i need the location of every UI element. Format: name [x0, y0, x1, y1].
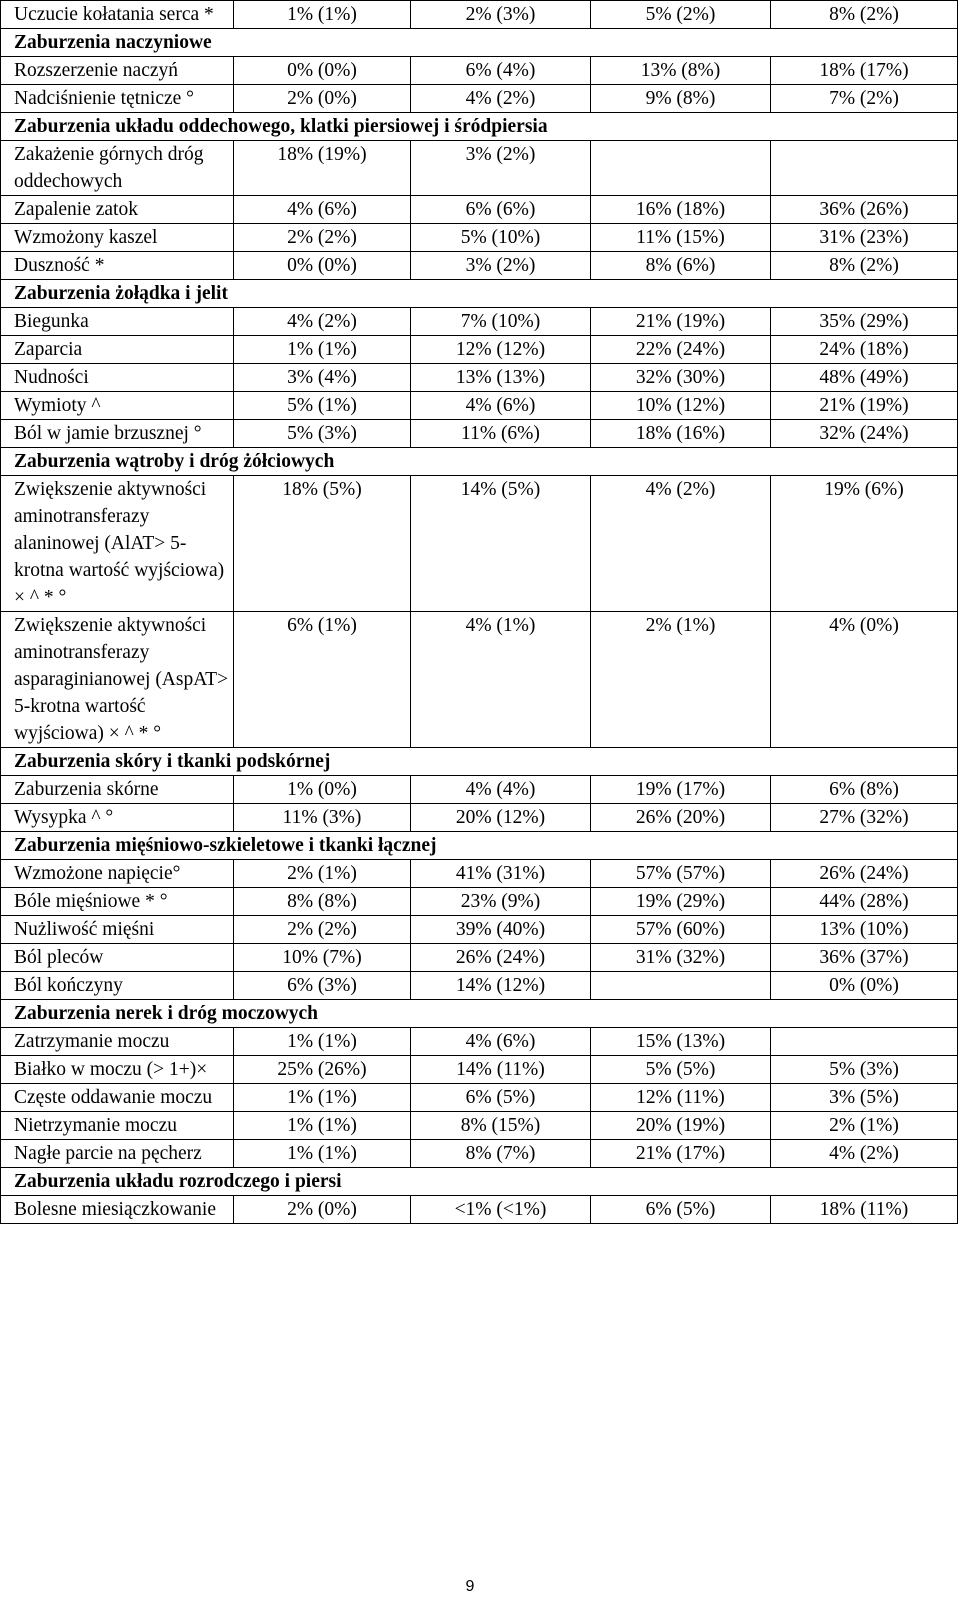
value-cell: 8% (15%) — [411, 1112, 591, 1140]
value-cell: 5% (5%) — [591, 1056, 771, 1084]
value-cell: 20% (19%) — [591, 1112, 771, 1140]
value-cell: 4% (0%) — [771, 612, 958, 748]
table-row — [1, 612, 958, 748]
value-cell: 9% (8%) — [591, 85, 771, 113]
row-label: Nużliwość mięśni — [1, 916, 234, 944]
value-cell: 5% (3%) — [234, 420, 411, 448]
value-cell: 32% (24%) — [771, 420, 958, 448]
value-cell: 23% (9%) — [411, 888, 591, 916]
row-label: Biegunka — [1, 308, 234, 336]
section-header-row — [1, 832, 958, 860]
value-cell: 8% (7%) — [411, 1140, 591, 1168]
value-cell: 11% (15%) — [591, 224, 771, 252]
value-cell: 4% (6%) — [411, 1028, 591, 1056]
value-cell: 41% (31%) — [411, 860, 591, 888]
section-title: Zaburzenia naczyniowe — [1, 29, 958, 57]
value-cell: 8% (8%) — [234, 888, 411, 916]
value-cell: 39% (40%) — [411, 916, 591, 944]
table-row — [1, 1084, 958, 1112]
row-label: Ból pleców — [1, 944, 234, 972]
value-cell: 18% (19%) — [234, 141, 411, 196]
table-body — [1, 1, 958, 1224]
value-cell: 11% (3%) — [234, 804, 411, 832]
row-label: Zakażenie górnych dróg oddechowych — [1, 141, 234, 196]
value-cell: 19% (17%) — [591, 776, 771, 804]
value-cell: 36% (26%) — [771, 196, 958, 224]
row-label: Duszność * — [1, 252, 234, 280]
section-title: Zaburzenia wątroby i dróg żółciowych — [1, 448, 958, 476]
value-cell: 44% (28%) — [771, 888, 958, 916]
table-row — [1, 85, 958, 113]
row-label: Zapalenie zatok — [1, 196, 234, 224]
value-cell: 6% (1%) — [234, 612, 411, 748]
value-cell: 6% (4%) — [411, 57, 591, 85]
value-cell: 2% (0%) — [234, 1196, 411, 1224]
value-cell: 4% (6%) — [411, 392, 591, 420]
value-cell: 4% (1%) — [411, 612, 591, 748]
row-label: Zwiększenie aktywności aminotransferazy alaninowej (AlAT> 5-krotna wartość wyjściowa) × ^ * ° — [1, 476, 234, 612]
value-cell: 5% (10%) — [411, 224, 591, 252]
table-row — [1, 196, 958, 224]
table-row — [1, 1140, 958, 1168]
row-label: Wymioty ^ — [1, 392, 234, 420]
table-row — [1, 916, 958, 944]
value-cell: 13% (10%) — [771, 916, 958, 944]
value-cell: 1% (1%) — [234, 336, 411, 364]
row-label: Zatrzymanie moczu — [1, 1028, 234, 1056]
row-label: Uczucie kołatania serca * — [1, 1, 234, 29]
row-label: Wysypka ^ ° — [1, 804, 234, 832]
value-cell: 14% (11%) — [411, 1056, 591, 1084]
row-label: Zaparcia — [1, 336, 234, 364]
section-header-row — [1, 1168, 958, 1196]
row-label: Wzmożone napięcie° — [1, 860, 234, 888]
value-cell: 4% (2%) — [591, 476, 771, 612]
value-cell: 15% (13%) — [591, 1028, 771, 1056]
value-cell: 4% (2%) — [234, 308, 411, 336]
value-cell: 3% (5%) — [771, 1084, 958, 1112]
table-row — [1, 972, 958, 1000]
table-row — [1, 308, 958, 336]
value-cell: 26% (20%) — [591, 804, 771, 832]
row-label: Zaburzenia skórne — [1, 776, 234, 804]
value-cell — [591, 972, 771, 1000]
value-cell: 5% (1%) — [234, 392, 411, 420]
value-cell: 7% (2%) — [771, 85, 958, 113]
value-cell: 18% (16%) — [591, 420, 771, 448]
value-cell: 13% (8%) — [591, 57, 771, 85]
value-cell: <1% (<1%) — [411, 1196, 591, 1224]
value-cell: 2% (3%) — [411, 1, 591, 29]
value-cell: 12% (12%) — [411, 336, 591, 364]
value-cell: 4% (4%) — [411, 776, 591, 804]
value-cell: 19% (29%) — [591, 888, 771, 916]
table-row — [1, 1112, 958, 1140]
table-row — [1, 476, 958, 612]
section-header-row — [1, 29, 958, 57]
table-row — [1, 1196, 958, 1224]
table-row — [1, 141, 958, 196]
value-cell: 8% (2%) — [771, 252, 958, 280]
value-cell: 2% (1%) — [771, 1112, 958, 1140]
value-cell: 3% (4%) — [234, 364, 411, 392]
value-cell: 18% (11%) — [771, 1196, 958, 1224]
value-cell: 21% (19%) — [771, 392, 958, 420]
value-cell: 1% (1%) — [234, 1140, 411, 1168]
value-cell — [771, 141, 958, 196]
section-title: Zaburzenia skóry i tkanki podskórnej — [1, 748, 958, 776]
value-cell: 26% (24%) — [411, 944, 591, 972]
section-header-row — [1, 748, 958, 776]
value-cell: 0% (0%) — [771, 972, 958, 1000]
section-header-row — [1, 448, 958, 476]
value-cell: 1% (0%) — [234, 776, 411, 804]
table-row — [1, 420, 958, 448]
table-row — [1, 1, 958, 29]
section-title: Zaburzenia układu oddechowego, klatki piersiowej i śródpiersia — [1, 113, 958, 141]
value-cell: 20% (12%) — [411, 804, 591, 832]
value-cell: 6% (3%) — [234, 972, 411, 1000]
row-label: Rozszerzenie naczyń — [1, 57, 234, 85]
value-cell: 1% (1%) — [234, 1028, 411, 1056]
value-cell: 1% (1%) — [234, 1112, 411, 1140]
value-cell: 32% (30%) — [591, 364, 771, 392]
value-cell: 4% (6%) — [234, 196, 411, 224]
value-cell: 2% (2%) — [234, 224, 411, 252]
row-label: Częste oddawanie moczu — [1, 1084, 234, 1112]
value-cell: 57% (57%) — [591, 860, 771, 888]
value-cell: 2% (1%) — [234, 860, 411, 888]
table-row — [1, 860, 958, 888]
value-cell: 31% (23%) — [771, 224, 958, 252]
value-cell: 6% (8%) — [771, 776, 958, 804]
value-cell: 26% (24%) — [771, 860, 958, 888]
value-cell: 1% (1%) — [234, 1084, 411, 1112]
value-cell: 35% (29%) — [771, 308, 958, 336]
section-header-row — [1, 113, 958, 141]
page-number: 9 — [465, 1578, 475, 1595]
value-cell: 8% (6%) — [591, 252, 771, 280]
value-cell: 6% (6%) — [411, 196, 591, 224]
table-row — [1, 252, 958, 280]
row-label: Nudności — [1, 364, 234, 392]
row-label: Ból kończyny — [1, 972, 234, 1000]
value-cell: 6% (5%) — [591, 1196, 771, 1224]
value-cell: 5% (2%) — [591, 1, 771, 29]
row-label: Nietrzymanie moczu — [1, 1112, 234, 1140]
value-cell: 24% (18%) — [771, 336, 958, 364]
value-cell: 21% (17%) — [591, 1140, 771, 1168]
table-row — [1, 888, 958, 916]
row-label: Nagłe parcie na pęcherz — [1, 1140, 234, 1168]
value-cell: 5% (3%) — [771, 1056, 958, 1084]
value-cell: 31% (32%) — [591, 944, 771, 972]
value-cell: 18% (5%) — [234, 476, 411, 612]
table-row — [1, 1028, 958, 1056]
value-cell: 4% (2%) — [771, 1140, 958, 1168]
value-cell — [771, 1028, 958, 1056]
table-row — [1, 336, 958, 364]
table-row — [1, 364, 958, 392]
row-label: Zwiększenie aktywności aminotransferazy asparaginianowej (AspAT> 5-krotna wartość wyjściowa) × ^ * ° — [1, 612, 234, 748]
row-label: Bóle mięśniowe * ° — [1, 888, 234, 916]
value-cell: 10% (12%) — [591, 392, 771, 420]
value-cell: 16% (18%) — [591, 196, 771, 224]
row-label: Białko w moczu (> 1+)× — [1, 1056, 234, 1084]
table-row — [1, 57, 958, 85]
value-cell: 4% (2%) — [411, 85, 591, 113]
row-label: Bolesne miesiączkowanie — [1, 1196, 234, 1224]
value-cell: 0% (0%) — [234, 252, 411, 280]
value-cell: 2% (0%) — [234, 85, 411, 113]
value-cell: 6% (5%) — [411, 1084, 591, 1112]
value-cell: 36% (37%) — [771, 944, 958, 972]
value-cell: 14% (5%) — [411, 476, 591, 612]
value-cell: 11% (6%) — [411, 420, 591, 448]
row-label: Wzmożony kaszel — [1, 224, 234, 252]
value-cell: 3% (2%) — [411, 141, 591, 196]
value-cell: 7% (10%) — [411, 308, 591, 336]
value-cell: 8% (2%) — [771, 1, 958, 29]
value-cell: 0% (0%) — [234, 57, 411, 85]
section-header-row — [1, 280, 958, 308]
value-cell: 48% (49%) — [771, 364, 958, 392]
table-row — [1, 944, 958, 972]
value-cell: 14% (12%) — [411, 972, 591, 1000]
value-cell: 22% (24%) — [591, 336, 771, 364]
value-cell: 18% (17%) — [771, 57, 958, 85]
section-title: Zaburzenia układu rozrodczego i piersi — [1, 1168, 958, 1196]
value-cell: 25% (26%) — [234, 1056, 411, 1084]
section-title: Zaburzenia nerek i dróg moczowych — [1, 1000, 958, 1028]
value-cell — [591, 141, 771, 196]
section-title: Zaburzenia mięśniowo-szkieletowe i tkanki łącznej — [1, 832, 958, 860]
table-row — [1, 804, 958, 832]
value-cell: 19% (6%) — [771, 476, 958, 612]
row-label: Nadciśnienie tętnicze ° — [1, 85, 234, 113]
section-header-row — [1, 1000, 958, 1028]
table-row — [1, 392, 958, 420]
value-cell: 2% (2%) — [234, 916, 411, 944]
table-row — [1, 1056, 958, 1084]
table-row — [1, 224, 958, 252]
value-cell: 13% (13%) — [411, 364, 591, 392]
value-cell: 27% (32%) — [771, 804, 958, 832]
value-cell: 12% (11%) — [591, 1084, 771, 1112]
value-cell: 21% (19%) — [591, 308, 771, 336]
value-cell: 57% (60%) — [591, 916, 771, 944]
value-cell: 10% (7%) — [234, 944, 411, 972]
value-cell: 2% (1%) — [591, 612, 771, 748]
value-cell: 3% (2%) — [411, 252, 591, 280]
table-row — [1, 776, 958, 804]
section-title: Zaburzenia żołądka i jelit — [1, 280, 958, 308]
row-label: Ból w jamie brzusznej ° — [1, 420, 234, 448]
value-cell: 1% (1%) — [234, 1, 411, 29]
